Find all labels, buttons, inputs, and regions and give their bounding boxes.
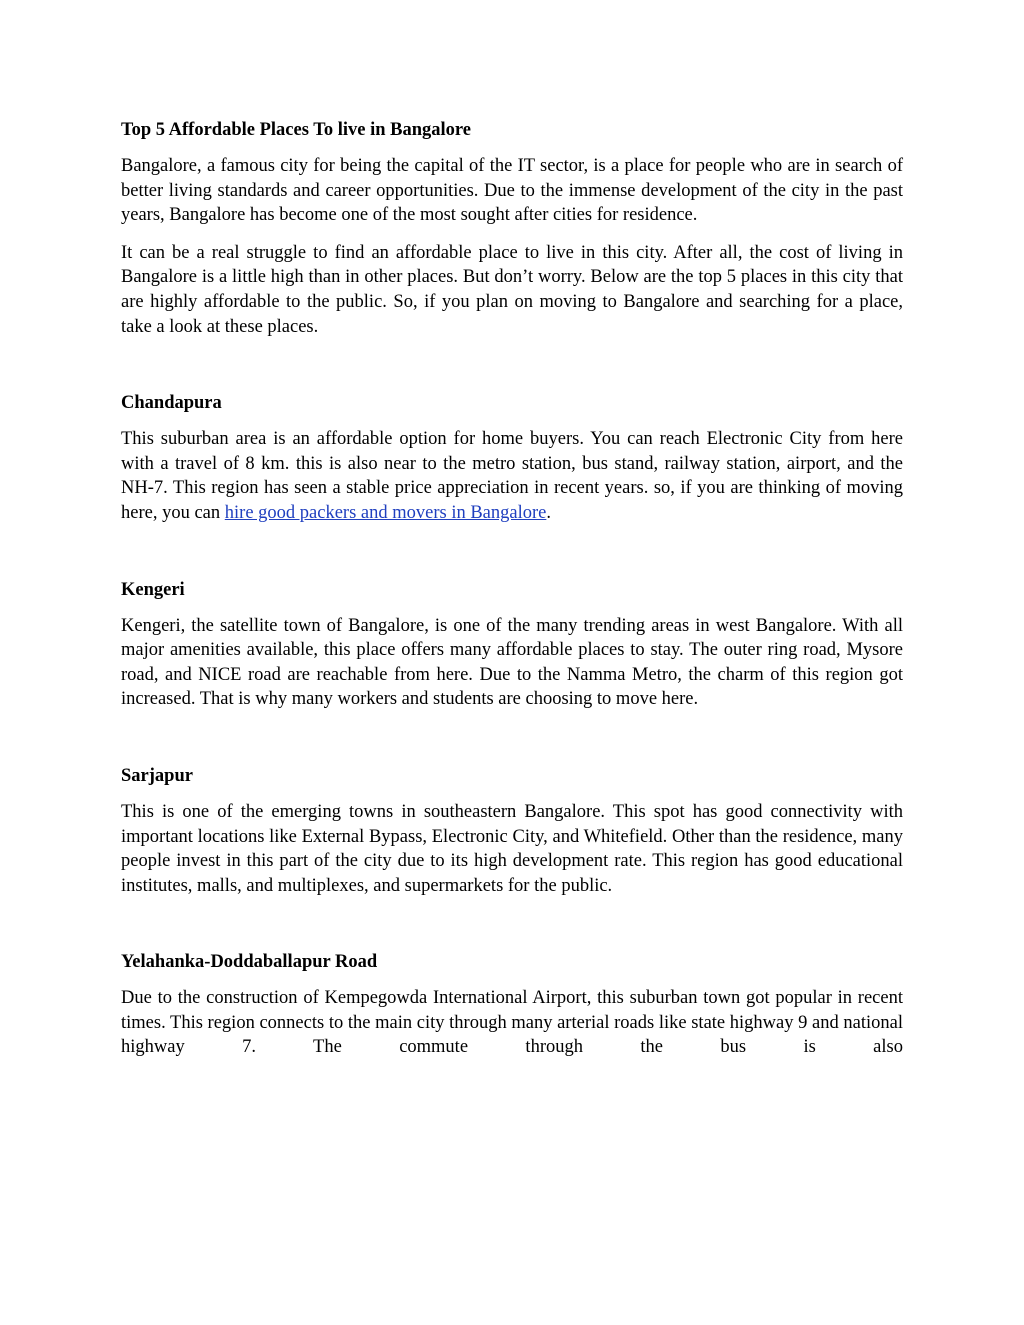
section-heading-kengeri: Kengeri	[121, 579, 185, 600]
chandapura-text-before-link: This suburban area is an affordable option for home buyers. You can reach Electronic City from here with a travel of 8 km. this is also near to the metro station, bus stand, railway station, airport, and the NH-7. This region has seen a stable price appreciation in recent years. so, if you are thinking of moving here, you can	[121, 429, 903, 523]
section-heading-yelahanka: Yelahanka-Doddaballapur Road	[121, 952, 378, 973]
chandapura-text-after-link: .	[546, 502, 551, 523]
intro-paragraph-1: Bangalore, a famous city for being the capital of the IT sector, is a place for people who are in search of better living standards and career opportunities. Due to the immense development of the city in the past years, Bangalore has become one of the most sought after cities for residence.	[121, 156, 903, 226]
document-title: Top 5 Affordable Places To live in Bangalore	[121, 120, 472, 140]
intro-paragraph-2: It can be a real struggle to find an affordable place to live in this city. After all, the cost of living in Bangalore is a little high than in other places. But don’t worry. Below are the top 5 places in this city that are highly affordable to the public. So, if you plan on moving to Bangalore and searching for a place, take a look at these places.	[121, 242, 903, 337]
document-page	[121, 118, 903, 1060]
packers-movers-link[interactable]: hire good packers and movers in Bangalore	[224, 502, 547, 523]
section-heading-sarjapur: Sarjapur	[121, 765, 193, 786]
section-text-yelahanka: Due to the construction of Kempegowda International Airport, this suburban town got popular in recent times. This region connects to the main city through many arterial roads like state highway 9 and national highway 7. The commute through the bus is also	[121, 988, 903, 1058]
section-heading-chandapura: Chandapura	[121, 393, 222, 414]
section-text-kengeri: Kengeri, the satellite town of Bangalore, is one of the many trending areas in west Bangalore. With all major amenities available, this place offers many affordable places to stay. The outer ring road, Mysore road, and NICE road are reachable from here. Due to the Namma Metro, the charm of this region got increased. That is why many workers and students are choosing to move here.	[121, 615, 903, 710]
section-text-chandapura	[121, 427, 903, 525]
section-text-sarjapur: This is one of the emerging towns in southeastern Bangalore. This spot has good connectivity with important locations like External Bypass, Electronic City, and Whitefield. Other than the residence, many people invest in this part of the city due to its high development rate. This region has good educational institutes, malls, and multiplexes, and supermarkets for the public.	[121, 801, 903, 896]
